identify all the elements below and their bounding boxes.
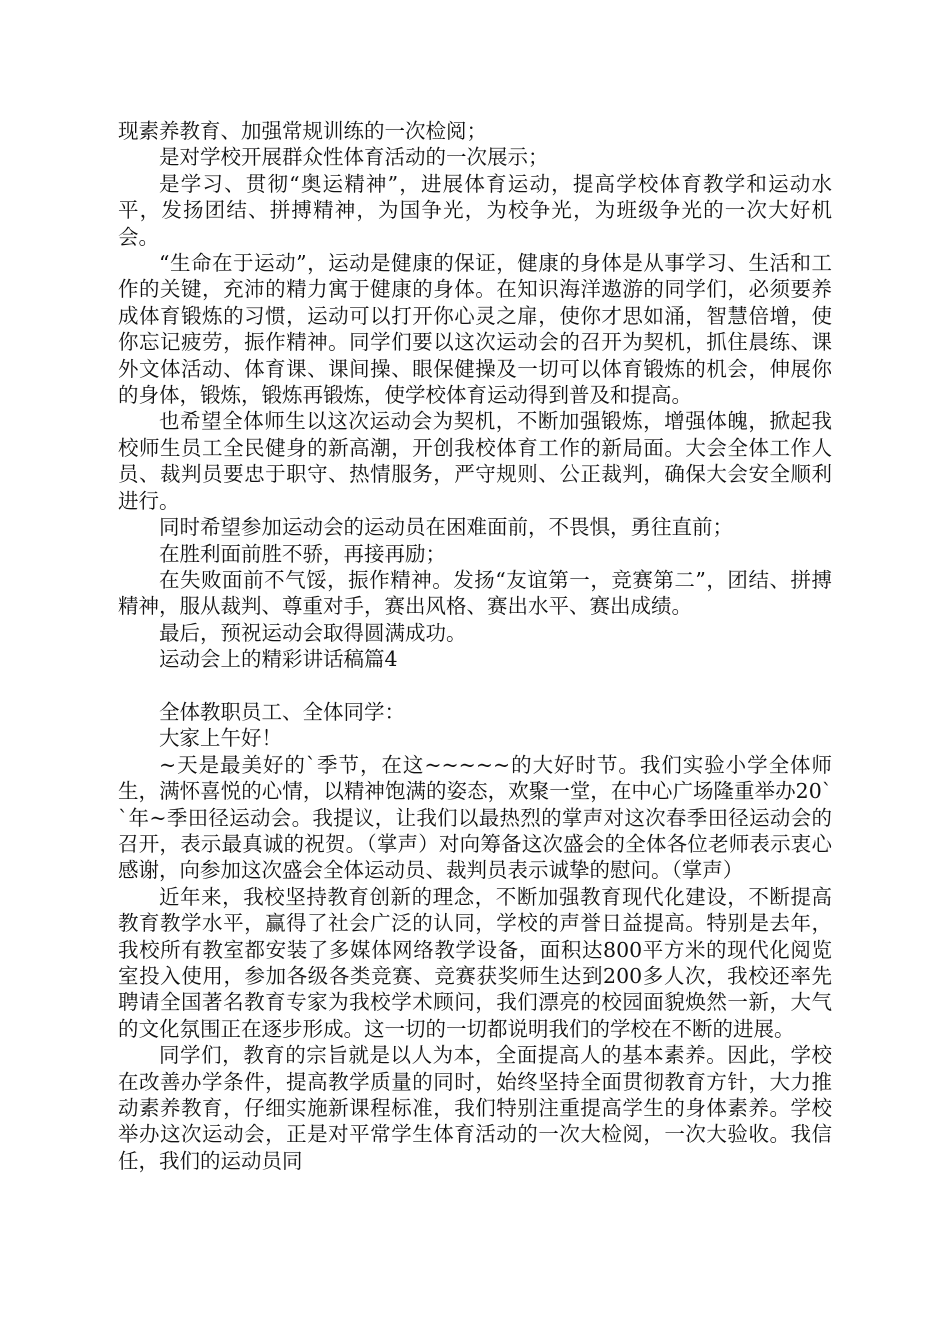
paragraph: 在胜利面前胜不骄，再接再励； bbox=[159, 541, 446, 566]
paragraph: “生命在于运动”，运动是健康的保证，健康的身体是从事学习、生活和工作的关键，充沛的精力寓于健康的身体。在知识海洋遨游的同学们，必须要养成体育锻炼的习惯，运动可以打开你心灵之扉，使你才思如涌，智慧倍增，使你忘记疲劳，振作精神。同学们要以这次运动会的召开为契机，抓住晨练、课外文体活动、体育课、课间操、眼保健操及一切可以体育锻炼的机会，伸展你的身体，锻炼，锻炼再锻炼，使学校体育运动得到普及和提高。 bbox=[118, 251, 832, 408]
section-heading: 运动会上的精彩讲话稿篇4 bbox=[159, 647, 398, 672]
paragraph: 同学们，教育的宗旨就是以人为本，全面提高人的基本素养。因此，学校在改善办学条件，提高教学质量的同时，始终坚持全面贯彻教育方针，大力推动素养教育，仔细实施新课程标准，我们特别注重提高学生的身体素养。学校举办这次运动会，正是对平常学生体育活动的一次大检阅，一次大验收。我信任，我们的运动员同 bbox=[118, 1043, 832, 1173]
paragraph: 也希望全体师生以这次运动会为契机，不断加强锻炼，增强体魄，掀起我校师生员工全民健身的新高潮，开创我校体育工作的新局面。大会全体工作人员、裁判员要忠于职守、热情服务，严守规则、公正裁判，确保大会安全顺利进行。 bbox=[118, 409, 832, 513]
paragraph: ~天是最美好的`季节，在这~~~~~的大好时节。我们实验小学全体师生，满怀喜悦的心情，以精神饱满的姿态，欢聚一堂，在中心广场隆重举办20``年~季田径运动会。我提议，让我们以最热烈的掌声对这次春季田径运动会的召开，表示最真诚的祝贺。（掌声）对向筹备这次盛会的全体各位老师表示衷心感谢，向参加这次盛会全体运动员、裁判员表示诚挚的慰问。（掌声） bbox=[118, 752, 832, 883]
paragraph: 最后，预祝运动会取得圆满成功。 bbox=[159, 620, 467, 645]
salutation: 全体教职员工、全体同学： bbox=[159, 699, 405, 724]
document-page bbox=[118, 118, 832, 1174]
paragraph: 现素养教育、加强常规训练的一次检阅； bbox=[118, 119, 487, 143]
paragraph: 同时希望参加运动会的运动员在困难面前，不畏惧，勇往直前； bbox=[159, 515, 733, 540]
paragraph: 是对学校开展群众性体育活动的一次展示； bbox=[159, 145, 549, 170]
paragraph: 在失败面前不气馁，振作精神。发扬“友谊第一，竞赛第二”，团结、拼搏精神，服从裁判、尊重对手，赛出风格、赛出水平、赛出成绩。 bbox=[118, 567, 832, 619]
blank-line bbox=[118, 673, 832, 699]
paragraph: 近年来，我校坚持教育创新的理念，不断加强教育现代化建设，不断提高教育教学水平，赢得了社会广泛的认同，学校的声誉日益提高。特别是去年，我校所有教室都安装了多媒体网络教学设备，面积达800平方米的现代化阅览室投入使用，参加各级各类竞赛、竞赛获奖师生达到200多人次，我校还率先聘请全国著名教育专家为我校学术顾问，我们漂亮的校园面貌焕然一新，大气的文化氛围正在逐步形成。这一切的一切都说明我们的学校在不断的进展。 bbox=[118, 884, 832, 1041]
greeting: 大家上午好！ bbox=[159, 726, 282, 751]
paragraph: 是学习、贯彻“奥运精神”，进展体育运动，提高学校体育教学和运动水平，发扬团结、拼搏精神，为国争光，为校争光，为班级争光的一次大好机会。 bbox=[118, 171, 832, 249]
